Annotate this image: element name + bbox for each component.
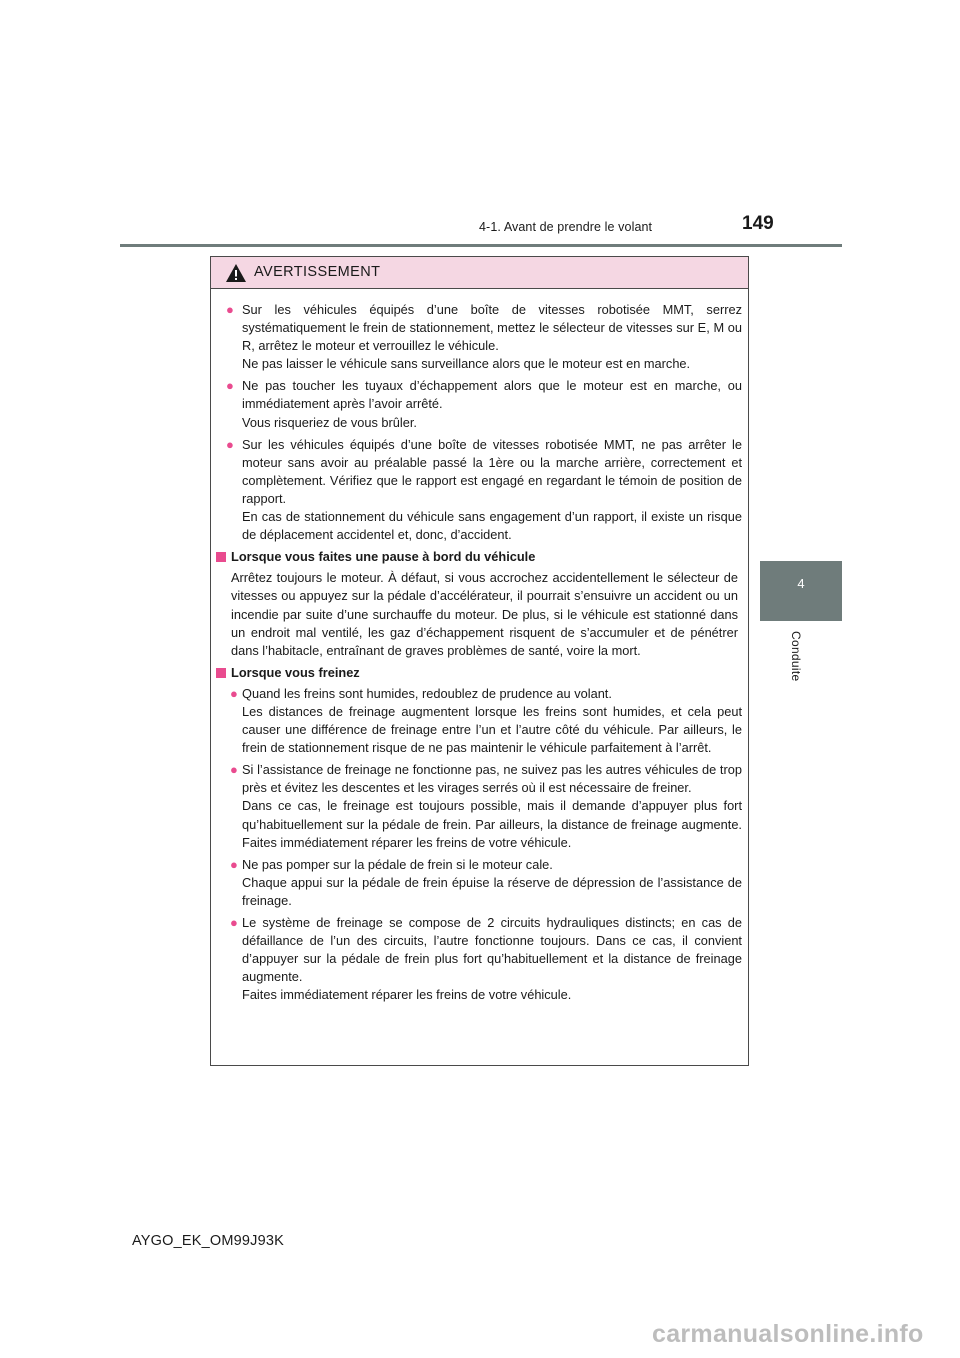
item-text: Le système de freinage se compose de 2 circuits hydrauliques distincts; en cas de défaillance de l’un des circuits, l’autre fonctionne toujours. Dans ce cas, il convient d’appuyer sur la pédale de frein plus fort qu’habituellement et la distance de freinage augmente. xyxy=(242,915,742,985)
item-text: Faites immédiatement réparer les freins de votre véhicule. xyxy=(242,987,572,1003)
item-text: Ne pas pomper sur la pédale de frein si le moteur cale. xyxy=(242,856,553,872)
item-text: Sur les véhicules équipés d’une boîte de vitesses robotisée MMT, ne pas arrêter le moteur sans avoir au préalable passé la 1ère ou la marche arrière, correctement et complètement. Vérifiez que le rapport est engagé en regardant le témoin de position de rapport. xyxy=(242,436,742,506)
item-text: En cas de stationnement du véhicule sans engagement d’un rapport, il existe un risque de déplacement accidentel et, donc, d’accident. xyxy=(242,509,742,543)
bullet-icon: ● xyxy=(226,436,234,452)
header-divider xyxy=(120,244,842,247)
section-heading-brake xyxy=(211,664,748,682)
brake-item xyxy=(211,856,748,910)
bullet-icon: ● xyxy=(230,762,238,778)
warning-item xyxy=(211,436,748,545)
warning-content xyxy=(211,301,748,1008)
warning-title: AVERTISSEMENT xyxy=(254,264,381,280)
item-text: Ne pas laisser le véhicule sans surveillance alors que le moteur est en marche. xyxy=(242,356,691,372)
item-text: Sur les véhicules équipés d’une boîte de vitesses robotisée MMT, serrez systématiquement le frein de stationnement, mettez le sélecteur de vitesses sur E, M ou R, arrêtez le moteur et verrouillez le véhicule. xyxy=(242,302,742,354)
warning-item xyxy=(211,301,748,373)
item-text: Quand les freins sont humides, redoublez de prudence au volant. xyxy=(242,685,612,701)
bullet-icon: ● xyxy=(230,856,238,872)
bullet-icon: ● xyxy=(226,302,234,317)
chapter-label xyxy=(789,631,809,691)
brake-item xyxy=(211,914,748,1004)
chapter-number: 4 xyxy=(797,576,805,591)
document-code: AYGO_EK_OM99J93K xyxy=(132,1233,285,1249)
warning-triangle-icon xyxy=(225,263,247,283)
item-text: Les distances de freinage augmentent lorsque les freins sont humides, et cela peut causer une différence de freinage entre l’un et l’autre côté du véhicule. Par ailleurs, le frein de stationnement risque de ne pas maintenir le véhicule parfaitement à l’arrêt. xyxy=(242,703,742,756)
bullet-icon: ● xyxy=(230,915,238,930)
item-text: Si l’assistance de freinage ne fonctionne pas, ne suivez pas les autres véhicules de trop près et évitez les descentes et les virages serrés où il est nécessaire de freiner. xyxy=(242,762,742,796)
square-bullet-icon xyxy=(216,552,226,562)
square-bullet-icon xyxy=(216,668,226,678)
warning-box xyxy=(210,256,749,1066)
bullet-icon: ● xyxy=(226,378,234,394)
item-text: Dans ce cas, le freinage est toujours possible, mais il demande d’appuyer plus fort qu’habituellement sur la pédale de frein. Par ailleurs, la distance de freinage augmente. Faites immédiatement réparer les freins de votre véhicule. xyxy=(242,798,742,850)
heading-text: Lorsque vous freinez xyxy=(231,664,360,680)
section-title: 4-1. Avant de prendre le volant xyxy=(479,220,653,234)
brake-item xyxy=(211,761,748,851)
section-paragraph xyxy=(211,569,748,659)
warning-header xyxy=(211,257,748,289)
chapter-tab xyxy=(760,561,842,621)
bullet-icon: ● xyxy=(230,685,238,701)
watermark: carmanualsonline.info xyxy=(652,1320,924,1348)
heading-text: Lorsque vous faites une pause à bord du véhicule xyxy=(231,549,536,565)
item-text: Ne pas toucher les tuyaux d’échappement alors que le moteur est en marche, ou immédiatement après l’avoir arrêté. xyxy=(242,378,742,412)
brake-item xyxy=(211,685,748,757)
paragraph-text: Arrêtez toujours le moteur. À défaut, si vous accrochez accidentellement le sélecteur de vitesses ou appuyez sur la pédale d’accélérateur, il pourrait s’ensuivre un accident ou un incendie par suite d’une surchauffe du moteur. De plus, si le véhicule est stationné dans un endroit mal ventilé, les gaz d’échappement risquent de s’accumuler et de pénétrer dans l’habitacle, entraînant de graves problèmes de santé, voire la mort. xyxy=(231,570,738,658)
warning-item xyxy=(211,377,748,431)
page-number: 149 xyxy=(742,213,774,234)
section-heading-pause xyxy=(211,548,748,566)
item-text: Chaque appui sur la pédale de frein épuise la réserve de dépression de l’assistance de freinage. xyxy=(242,874,742,908)
chapter-label-text: Conduite xyxy=(789,631,803,682)
item-text: Vous risqueriez de vous brûler. xyxy=(242,414,417,430)
